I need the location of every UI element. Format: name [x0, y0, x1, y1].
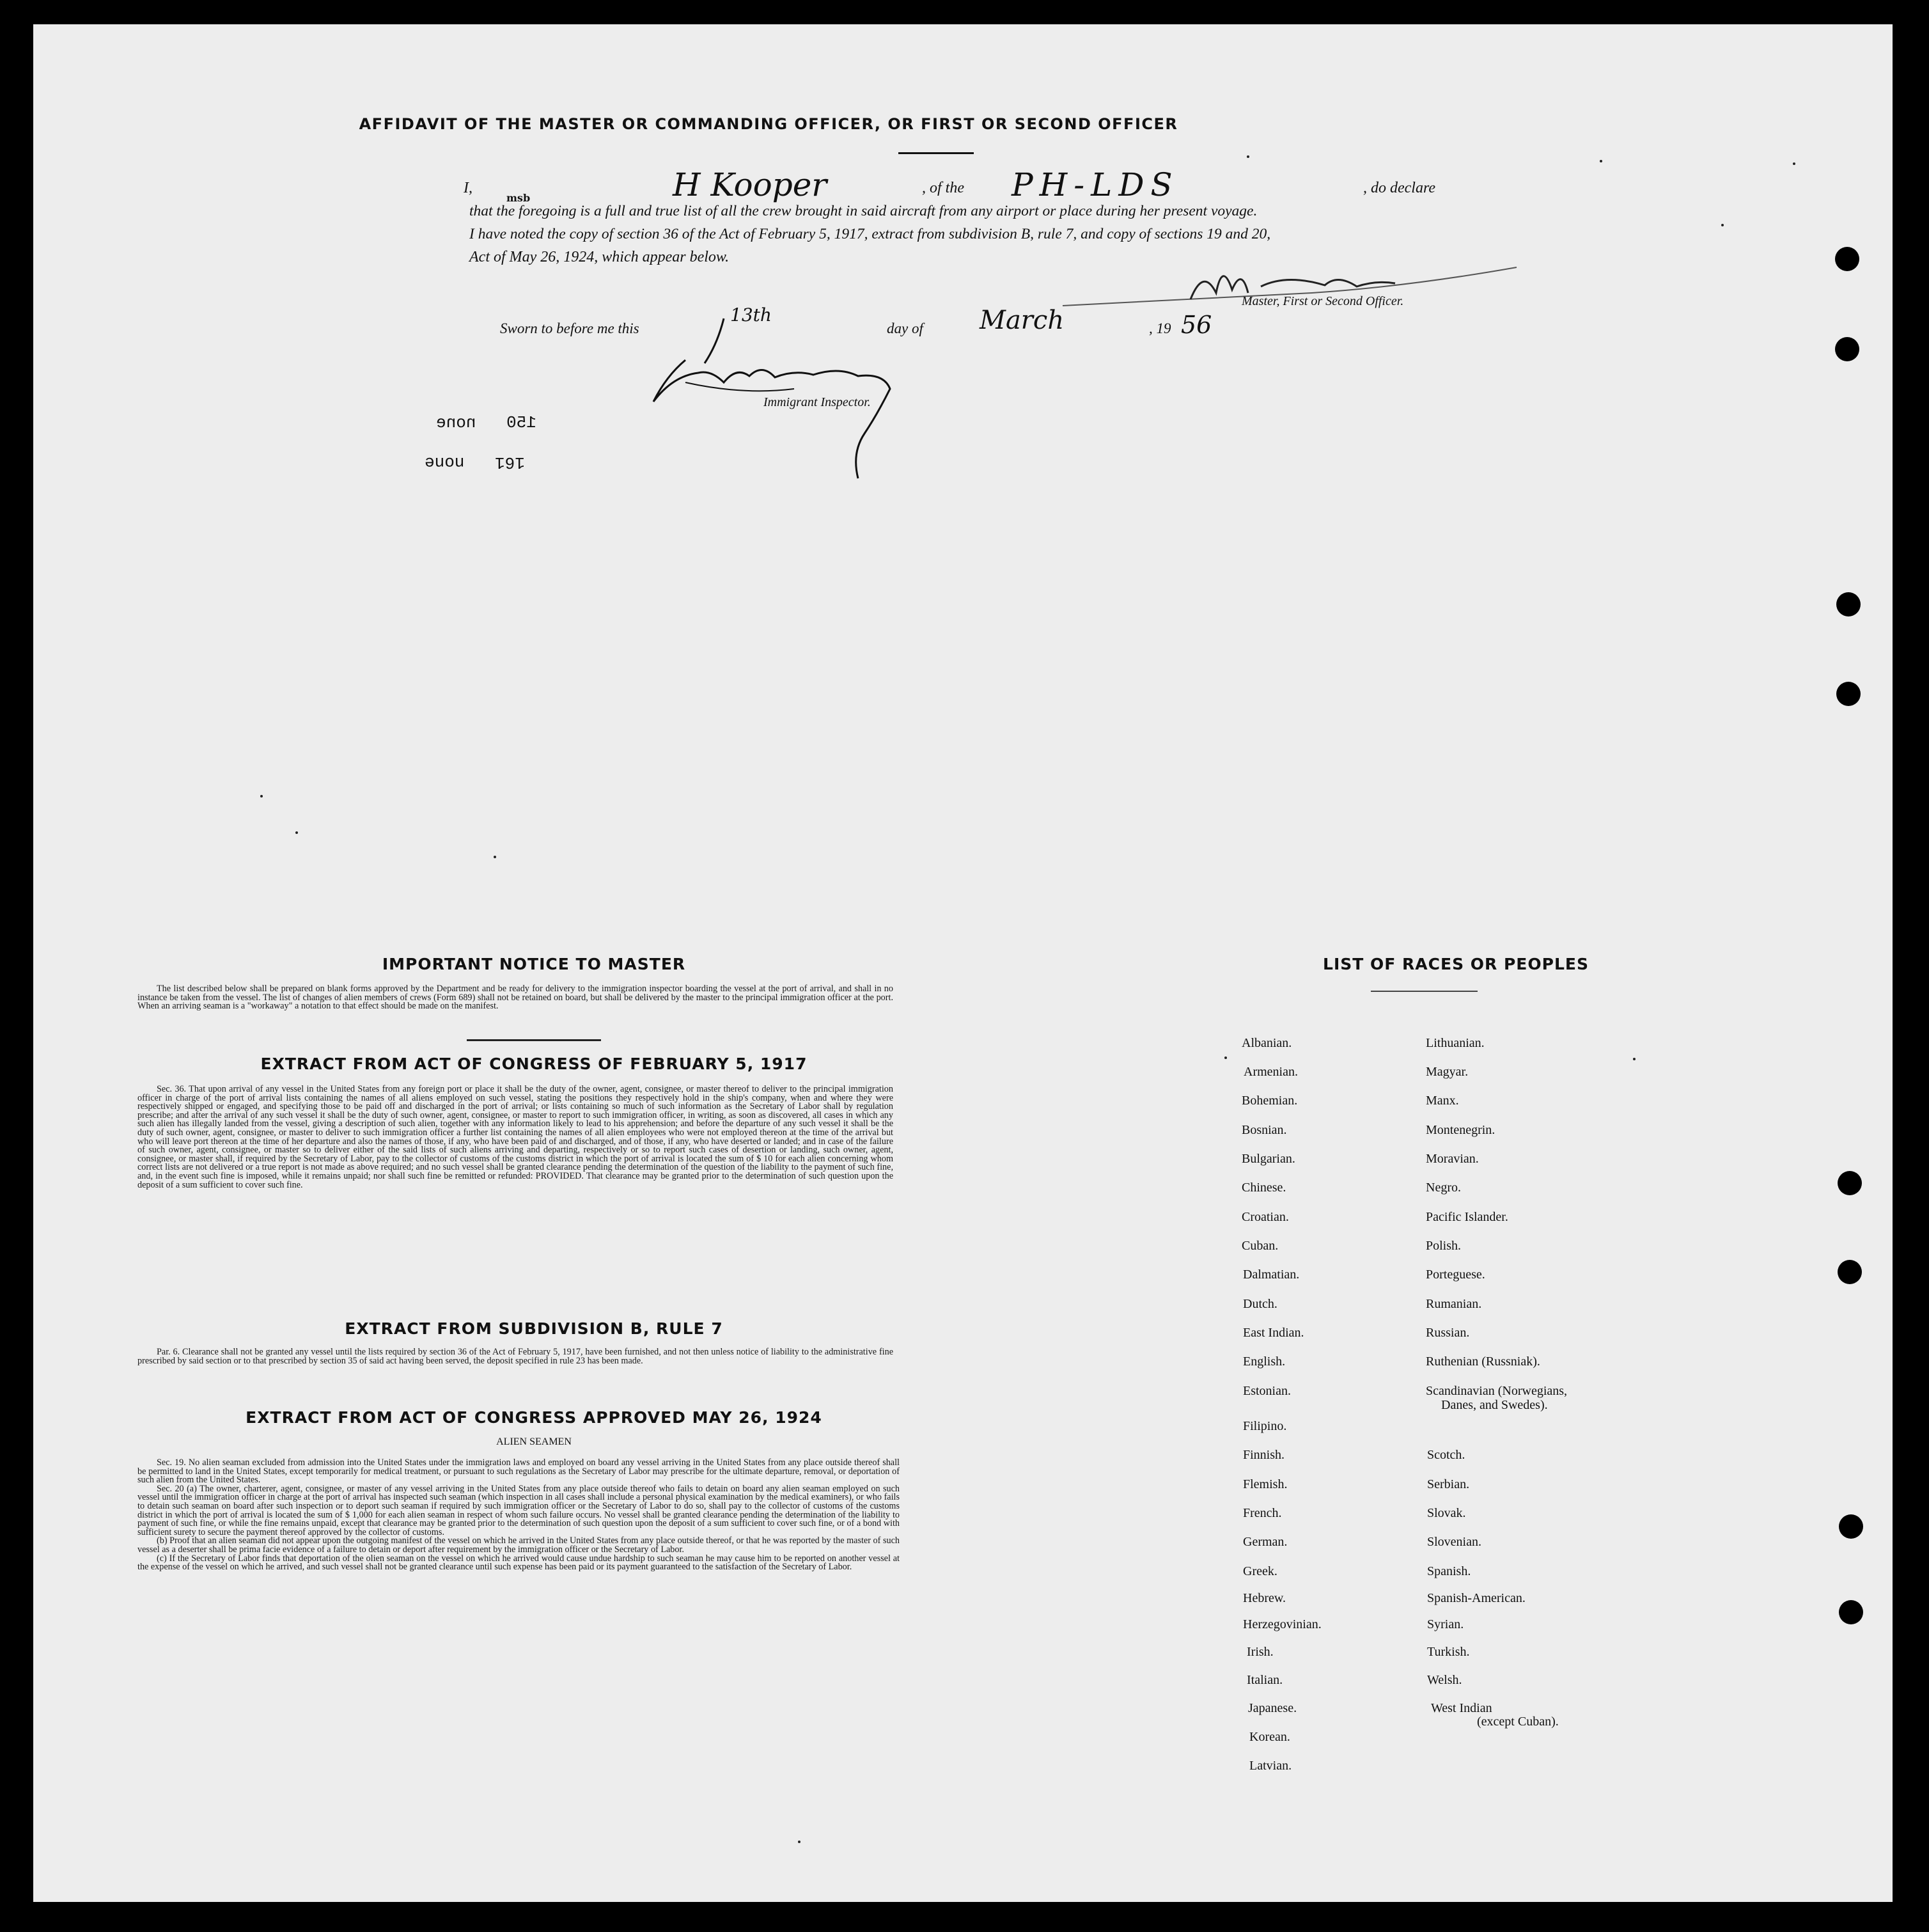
race-item: Japanese.: [1248, 1701, 1297, 1715]
race-item: Spanish.: [1427, 1564, 1471, 1578]
speck: [295, 831, 298, 834]
race-item: Syrian.: [1427, 1617, 1464, 1631]
title-rule: [898, 152, 974, 154]
race-item: Negro.: [1426, 1181, 1461, 1195]
race-item: Welsh.: [1427, 1673, 1462, 1687]
race-item: Danes, and Swedes).: [1441, 1398, 1548, 1412]
race-item: Herzegovinian.: [1243, 1617, 1322, 1631]
race-item: Rumanian.: [1426, 1297, 1482, 1311]
race-item: Pacific Islander.: [1426, 1210, 1508, 1224]
extract-1917-title: EXTRACT FROM ACT OF CONGRESS OF FEBRUARY 5, 1917: [260, 1055, 808, 1073]
race-item: Bohemian.: [1242, 1094, 1298, 1108]
master-name-handwritten: H Kooper: [673, 166, 827, 203]
race-item: Albanian.: [1242, 1036, 1292, 1050]
punch-hole: [1836, 592, 1861, 617]
race-item: Bulgarian.: [1242, 1152, 1295, 1166]
speck: [260, 795, 263, 797]
affidavit-title: AFFIDAVIT OF THE MASTER OR COMMANDING OFFICER, OR FIRST OR SECOND OFFICER: [359, 115, 1178, 133]
race-item: Korean.: [1249, 1730, 1290, 1744]
speck: [494, 856, 496, 858]
race-item: Chinese.: [1242, 1181, 1286, 1195]
race-item: Moravian.: [1426, 1152, 1479, 1166]
extract-1917-text: Sec. 36. That upon arrival of any vessel in the United States from any foreign port or place it shall be the duty of the owner, agent, consignee, or master thereof to deliver to the principal immigration officer in charge of the port of arrival lists containing the names of all aliens employed on such vessel, stating the positions they respectively hold in the ship's company, when and where they were respectively shipped or engaged, and specifying those to be paid off and discharged in the port of arrival; or lists containing so much of such information as the Secretary of Labor shall by regulation prescribe; and after the arrival of any such vessel it shall be the duty of such owner, agent, consignee, or master to report to such immigration officer, in writing, as soon as discovered, all cases in which any such alien has illegally landed from the vessel, giving a description of such alien, together with any information likely to lead to his apprehension; and before the departure of any such vessel it shall be the duty of such owner, agent, consignee, or master to deliver to such immigration officer a further list containing the names of all alien employees who were not employed thereon at the time of the arrival but who will leave port thereon at the time of her departure and also the names of those, if any, who have been paid of and discharged, and of those, if any, who have deserted or landed; and in case of the failure of such owner, agent, consignee, or master so to deliver either of the said lists of such aliens arriving and departing, respectively or so to report such cases of desertion or landing, such owner, agent, consignee, or master shall, if required by the Secretary of Labor, pay to the collector of customs of the customs district in which the port of arrival is located the sum of $ 10 for each alien concerning whom correct lists are not delivered or a true report is not made as above required; and no such vessel shall be granted clearance pending the determination of the question of the liability to the payment of such fine, and, in the event such fine is imposed, while it remains unpaid; nor shall such fine be remitted or refunded: PROVIDED. That clearance may be granted prior to the determination of such question upon the deposit of a sum sufficient to cover such fine.: [137, 1084, 893, 1190]
race-item: Turkish.: [1427, 1645, 1470, 1659]
extract-1924-subtitle: ALIEN SEAMEN: [496, 1436, 572, 1447]
speck: [1633, 1058, 1636, 1060]
race-item: French.: [1243, 1506, 1282, 1520]
punch-hole: [1838, 1260, 1862, 1284]
day-of-label: day of: [887, 320, 923, 336]
race-item: English.: [1243, 1355, 1286, 1369]
master-signature-caption: Master, First or Second Officer.: [1242, 294, 1404, 308]
of-the-label: , of the: [922, 180, 964, 196]
month-handwritten: March: [980, 306, 1065, 335]
section-rule: [467, 1039, 601, 1041]
affidavit-line-4: Act of May 26, 1924, which appear below.: [469, 249, 730, 265]
race-item: Armenian.: [1244, 1065, 1298, 1079]
race-item: Bosnian.: [1242, 1123, 1287, 1137]
punch-hole: [1835, 247, 1859, 271]
speck: [1793, 162, 1795, 165]
race-item: Polish.: [1426, 1239, 1462, 1253]
race-item: Cuban.: [1242, 1239, 1279, 1253]
race-item: Serbian.: [1427, 1477, 1470, 1491]
race-item: Dutch.: [1243, 1297, 1277, 1311]
race-item: Montenegrin.: [1426, 1123, 1496, 1137]
race-item: Finnish.: [1243, 1448, 1285, 1462]
extract-rule7-text: Par. 6. Clearance shall not be granted any vessel until the lists required by section 36 of the Act of February 5, 1917, have been furnished, and not then unless notice of liability to the administrative fine prescribed by said section or to that prescribed by section 35 of said act having been served, the deposit specified in rule 23 has been made.: [137, 1347, 893, 1366]
race-item: German.: [1243, 1535, 1288, 1549]
race-item: Dalmatian.: [1243, 1268, 1300, 1282]
race-item: East Indian.: [1243, 1326, 1304, 1340]
extract-rule7-title: EXTRACT FROM SUBDIVISION B, RULE 7: [345, 1319, 723, 1338]
affidavit-line-3: I have noted the copy of section 36 of the Act of February 5, 1917, extract from subdivision B, rule 7, and copy of sections 19 and 20,: [469, 226, 1271, 242]
race-item: Ruthenian (Russniak).: [1426, 1355, 1540, 1369]
speck: [798, 1841, 800, 1843]
speck: [1224, 1056, 1227, 1059]
do-declare-label: , do declare: [1363, 180, 1436, 196]
races-title: LIST OF RACES OR PEOPLES: [1323, 955, 1589, 973]
punch-hole: [1836, 682, 1861, 706]
punch-hole: [1839, 1514, 1863, 1539]
notice-text: The list described below shall be prepared on blank forms approved by the Department and be ready for delivery to the immigration inspector boarding the vessel at the port of arrival, and shall in no instance be taken from the vessel. The list of changes of alien members of crews (Form 689) shall not be retained on board, but shall be delivered by the master to the principal immigration officer at the port. When an arriving seaman is a "workaway" a notation to that effect should be made on the manifest.: [137, 984, 893, 1012]
race-item: Estonian.: [1243, 1384, 1291, 1398]
punch-hole: [1839, 1600, 1863, 1624]
master-signature: [1056, 255, 1536, 325]
bleed-through-row-2: none 161: [425, 453, 526, 472]
inspector-caption: Immigrant Inspector.: [763, 395, 871, 409]
race-item: Lithuanian.: [1426, 1036, 1485, 1050]
race-item: Porteguese.: [1426, 1268, 1485, 1282]
race-item: Irish.: [1247, 1645, 1274, 1659]
sworn-label: Sworn to before me this: [500, 320, 639, 336]
year-handwritten: 56: [1181, 311, 1212, 339]
year-prefix: , 19: [1149, 320, 1171, 336]
race-item: Greek.: [1243, 1564, 1277, 1578]
extract-1924-title: EXTRACT FROM ACT OF CONGRESS APPROVED MAY 26, 1924: [246, 1408, 822, 1427]
race-item: Filipino.: [1243, 1419, 1287, 1433]
day-handwritten: 13th: [730, 304, 772, 326]
i-label: I,: [464, 180, 472, 196]
race-item: Scotch.: [1427, 1448, 1465, 1462]
affidavit-line-2: that the foregoing is a full and true list of all the crew brought in said aircraft from any airport or place during her present voyage.: [469, 203, 1258, 219]
race-item: Latvian.: [1249, 1759, 1292, 1773]
race-item: West Indian: [1431, 1701, 1492, 1715]
punch-hole: [1835, 337, 1859, 361]
notice-title: IMPORTANT NOTICE TO MASTER: [382, 955, 686, 973]
punch-hole: [1838, 1171, 1862, 1195]
race-item: Italian.: [1247, 1673, 1283, 1687]
race-item: Spanish-American.: [1427, 1591, 1526, 1605]
race-item: Magyar.: [1426, 1065, 1469, 1079]
race-item: Flemish.: [1243, 1477, 1288, 1491]
race-item: Croatian.: [1242, 1210, 1289, 1224]
speck: [1600, 160, 1602, 162]
race-item: Russian.: [1426, 1326, 1470, 1340]
speck: [1247, 155, 1249, 158]
vessel-handwritten: PH-LDS: [1011, 166, 1179, 203]
race-item: Manx.: [1426, 1094, 1459, 1108]
bleed-through-row-1: none 150: [436, 413, 537, 432]
speck: [1721, 224, 1724, 226]
race-item: (except Cuban).: [1477, 1715, 1559, 1729]
races-rule: [1371, 991, 1478, 992]
race-item: Slovenian.: [1427, 1535, 1481, 1549]
extract-1924-text: Sec. 19. No alien seaman excluded from admission into the United States under the immigration laws and employed on board any vessel arriving in the United States from any place outside thereof shall be permitted to land in the United States, except temporarily for medical treatment, or pursuant to such regulations as the Secretary of Labor may prescribe for the ultimate departure, removal, or deportation of such alien from the United States. Sec. 20 (a) The owner, charterer, agent, consignee, or master of any vessel arriving in the United States from any place outside thereof who fails to detain on board any alien seaman employed on such vessel until the immigration officer in charge at the port of arrival has inspected such seaman (which inspection in all cases shall include a personal physical examination by the medical examiners), or who fails to detain such seaman on board after such inspection or to deport such seaman if required by such immigration officer or the Secretary of Labor to do so, shall pay to the collector of customs of the customs district in which the port of arrival is located the sum of $ 1,000 for each alien seaman in respect of whom such failure occurs. No vessel shall be granted clearance pending the determination of the liability to payment of such fine, or while the fine remains unpaid, except that clearance may be granted prior to the determination of such question upon the deposit of a sum sufficient to cover such fine, or of a bond with sufficient surety to secure the payment thereof approved by the collector of customs. (b) Proof that an alien seaman did not appear upon the outgoing manifest of the vessel on which he arrived in the United States from any place outside thereof, or that he was reported by the master of such vessel as a deserter shall be prima facie evidence of a failure to detain or deport after requirement by the immigration officer or the Secretary of Labor. (c) If the Secretary of Labor finds that deportation of the olien seaman on the vessel on which he arrived would cause undue hardship to such seaman he may cause him to be reported on another vessel at the expense of the vessel on which he arrived, and such vessel shall not be granted clearance until such expense has been paid or its payment guaranteed to the satisfaction of the Secretary of Labor.: [137, 1457, 900, 1573]
race-item: Hebrew.: [1243, 1591, 1286, 1605]
race-item: Slovak.: [1427, 1506, 1466, 1520]
race-item: Scandinavian (Norwegians,: [1426, 1384, 1568, 1398]
initials-handwritten: msb: [506, 192, 531, 204]
document-page: [33, 24, 1893, 1902]
